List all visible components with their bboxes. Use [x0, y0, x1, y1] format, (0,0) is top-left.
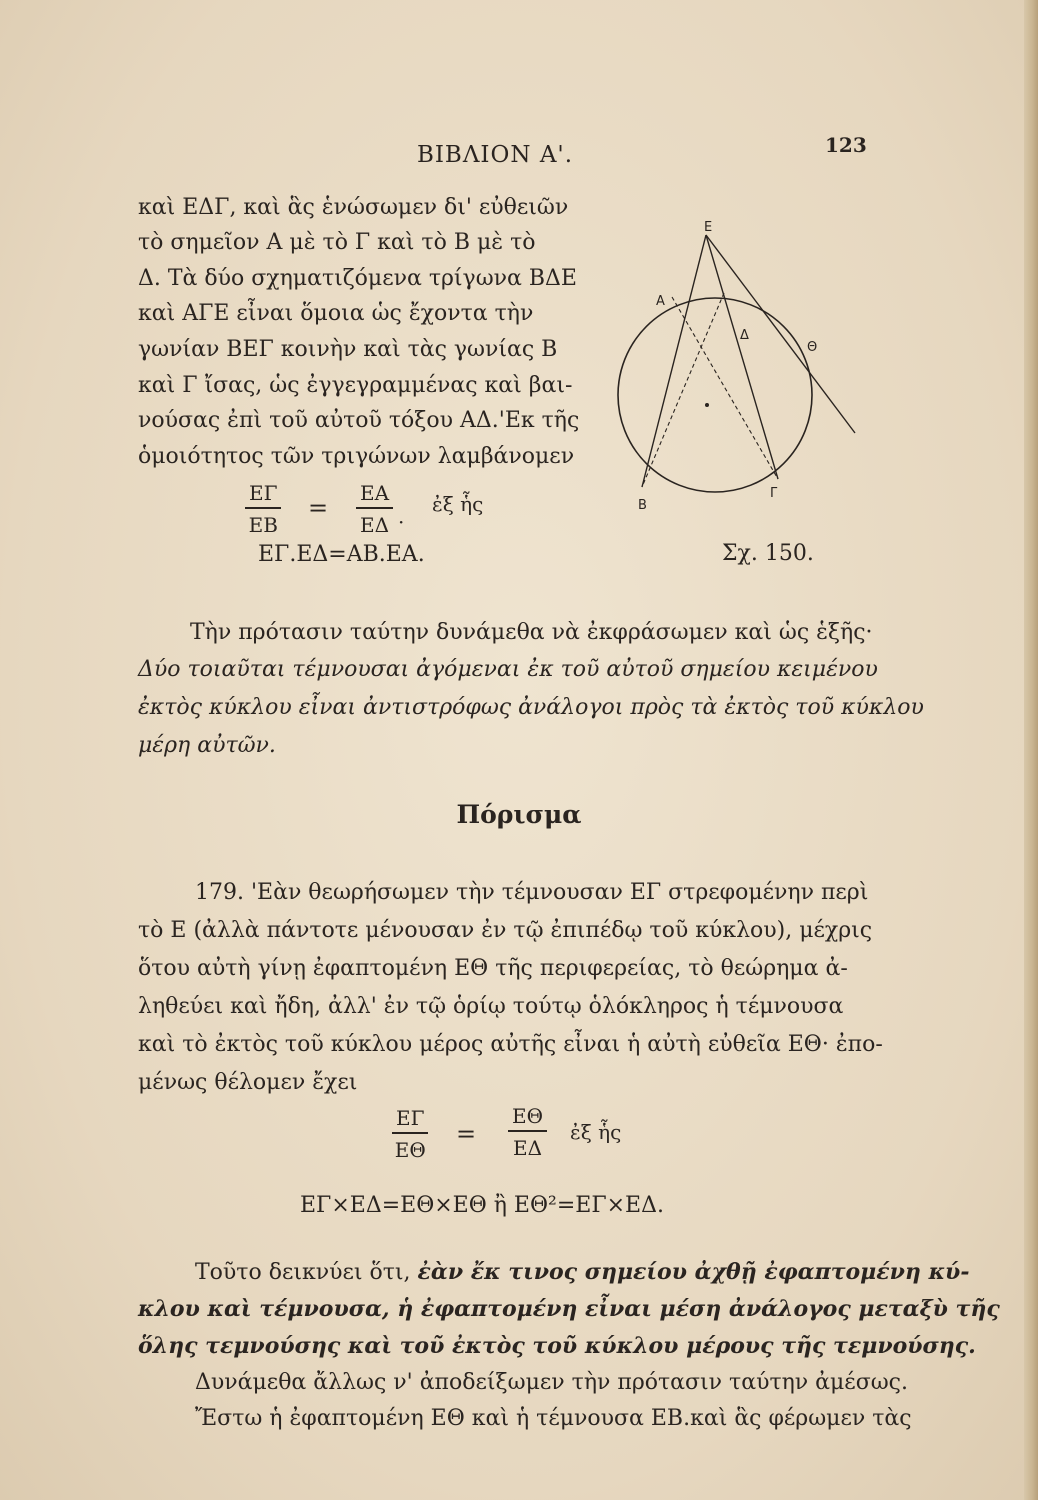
- text-line: καὶ τὸ ἐκτὸς τοῦ κύκλου μέρος αὐτῆς εἶναι ἡ αὐτὴ εὐθεῖα ΕΘ· ἐπο-: [138, 1032, 883, 1057]
- text-line: Δυνάμεθα ἄλλως ν' ἀποδείξωμεν τὴν πρότασιν ταύτην ἀμέσως.: [195, 1370, 908, 1395]
- fraction-ea-ed: [356, 481, 393, 537]
- figure-caption: Σχ. 150.: [722, 541, 814, 566]
- geometry-figure: [600, 205, 880, 525]
- page-number: 123: [825, 133, 867, 157]
- text-line: Δ. Τὰ δύο σχηματιζόμενα τρίγωνα ΒΔΕ: [138, 266, 577, 291]
- text-italic: ἐὰν ἔκ τινος σημείου ἀχθῇ ἐφαπτομένη κύ-: [417, 1259, 970, 1285]
- label-g: Γ: [770, 486, 778, 501]
- equals-sign: =: [308, 494, 329, 522]
- text-line: ὅτου αὐτὴ γίνῃ ἐφαπτομένη ΕΘ τῆς περιφερείας, τὸ θεώρημα ἀ-: [138, 956, 848, 981]
- text-line: [195, 1261, 969, 1284]
- text-line: Ἔστω ἡ ἐφαπτομένη ΕΘ καὶ ἡ τέμνουσα ΕΒ.καὶ ἃς φέρωμεν τὰς: [195, 1406, 912, 1431]
- fraction-denominator: ΕΒ: [248, 513, 278, 537]
- page-edge: [1024, 0, 1038, 1500]
- center-dot: [705, 403, 709, 407]
- fraction-eth-ed: [508, 1104, 547, 1160]
- equation-suffix: ἐξ ἧς: [432, 492, 484, 516]
- fraction-numerator: ΕΘ: [508, 1104, 547, 1132]
- period-mark: ·: [398, 510, 405, 534]
- text-line-italic: ἐκτὸς κύκλου εἶναι ἀντιστρόφως ἀνάλογοι πρὸς τὰ ἐκτὸς τοῦ κύκλου: [138, 695, 924, 720]
- equation-product: ΕΓ×ΕΔ=ΕΘ×ΕΘ ἢ ΕΘ²=ΕΓ×ΕΔ.: [300, 1193, 664, 1218]
- chord-bd-line: [642, 293, 724, 487]
- label-th: Θ: [807, 340, 818, 355]
- fraction-numerator: ΕΑ: [356, 481, 393, 509]
- section-heading: Πόρισμα: [456, 800, 582, 829]
- text-line: Τὴν πρότασιν ταύτην δυνάμεθα νὰ ἐκφράσωμεν καὶ ὡς ἑξῆς·: [190, 620, 873, 645]
- text-line: 179. 'Εὰν θεωρήσωμεν τὴν τέμνουσαν ΕΓ στρεφομένην περὶ: [195, 880, 869, 905]
- fraction-numerator: ΕΓ: [245, 481, 281, 509]
- label-d: Δ: [740, 328, 749, 343]
- label-b: Β: [638, 498, 647, 513]
- text-line: ὁμοιότητος τῶν τριγώνων λαμβάνομεν: [138, 444, 575, 469]
- text-line: τὸ Ε (ἀλλὰ πάντοτε μένουσαν ἐν τῷ ἐπιπέδῳ τοῦ κύκλου), μέχρις: [138, 918, 873, 943]
- text-line: τὸ σημεῖον Α μὲ τὸ Γ καὶ τὸ Β μὲ τὸ: [138, 230, 536, 255]
- fraction-denominator: ΕΘ: [394, 1138, 426, 1162]
- fraction-eg-eb: [245, 481, 281, 537]
- secant-eb-line: [642, 235, 706, 487]
- fraction-eg-eth: [392, 1106, 428, 1162]
- text-line: καὶ ΕΔΓ, καὶ ἃς ἑνώσωμεν δι' εὐθειῶν: [138, 195, 569, 220]
- equation-suffix: ἐξ ἧς: [570, 1120, 622, 1144]
- equals-sign: =: [456, 1120, 477, 1148]
- text-line-italic: ὅλης τεμνούσης καὶ τοῦ ἐκτὸς τοῦ κύκλου μέρους τῆς τεμνούσης.: [138, 1333, 976, 1359]
- fraction-numerator: ΕΓ: [392, 1106, 428, 1134]
- text-plain: Τοῦτο δεικνύει ὅτι,: [195, 1260, 411, 1285]
- text-line: νούσας ἐπὶ τοῦ αὐτοῦ τόξου ΑΔ.'Εκ τῆς: [138, 408, 580, 433]
- equation-product: ΕΓ.ΕΔ=ΑΒ.ΕΑ.: [258, 542, 425, 567]
- fraction-denominator: ΕΔ: [360, 513, 390, 537]
- running-header: ΒΙΒΛΙΟΝ Α'.: [416, 142, 574, 168]
- chord-ag-line: [672, 297, 778, 479]
- text-line: καὶ ΑΓΕ εἶναι ὅμοια ὡς ἔχοντα τὴν: [138, 301, 534, 326]
- text-line: γωνίαν ΒΕΓ κοινὴν καὶ τὰς γωνίας Β: [138, 337, 558, 362]
- label-a: Α: [656, 294, 665, 309]
- fraction-denominator: ΕΔ: [512, 1136, 543, 1160]
- text-line: καὶ Γ ἴσας, ὡς ἐγγεγραμμένας καὶ βαι-: [138, 373, 573, 398]
- text-line-italic: Δύο τοιαῦται τέμνουσαι ἀγόμεναι ἐκ τοῦ αὐτοῦ σημείου κειμένου: [138, 657, 878, 682]
- tangent-eth-line: [706, 235, 855, 433]
- circle-shape: [618, 298, 812, 492]
- text-line-italic: μέρη αὐτῶν.: [138, 733, 276, 758]
- text-line-italic: κλου καὶ τέμνουσα, ἡ ἐφαπτομένη εἶναι μέση ἀνάλογος μεταξὺ τῆς: [138, 1296, 1000, 1322]
- text-line: ληθεύει καὶ ἤδη, ἀλλ' ἐν τῷ ὁρίῳ τούτῳ ὁλόκληρος ἡ τέμνουσα: [138, 994, 844, 1019]
- secant-eg-line: [706, 235, 778, 479]
- text-line: μένως θέλομεν ἔχει: [138, 1070, 358, 1095]
- label-e: Ε: [704, 220, 713, 235]
